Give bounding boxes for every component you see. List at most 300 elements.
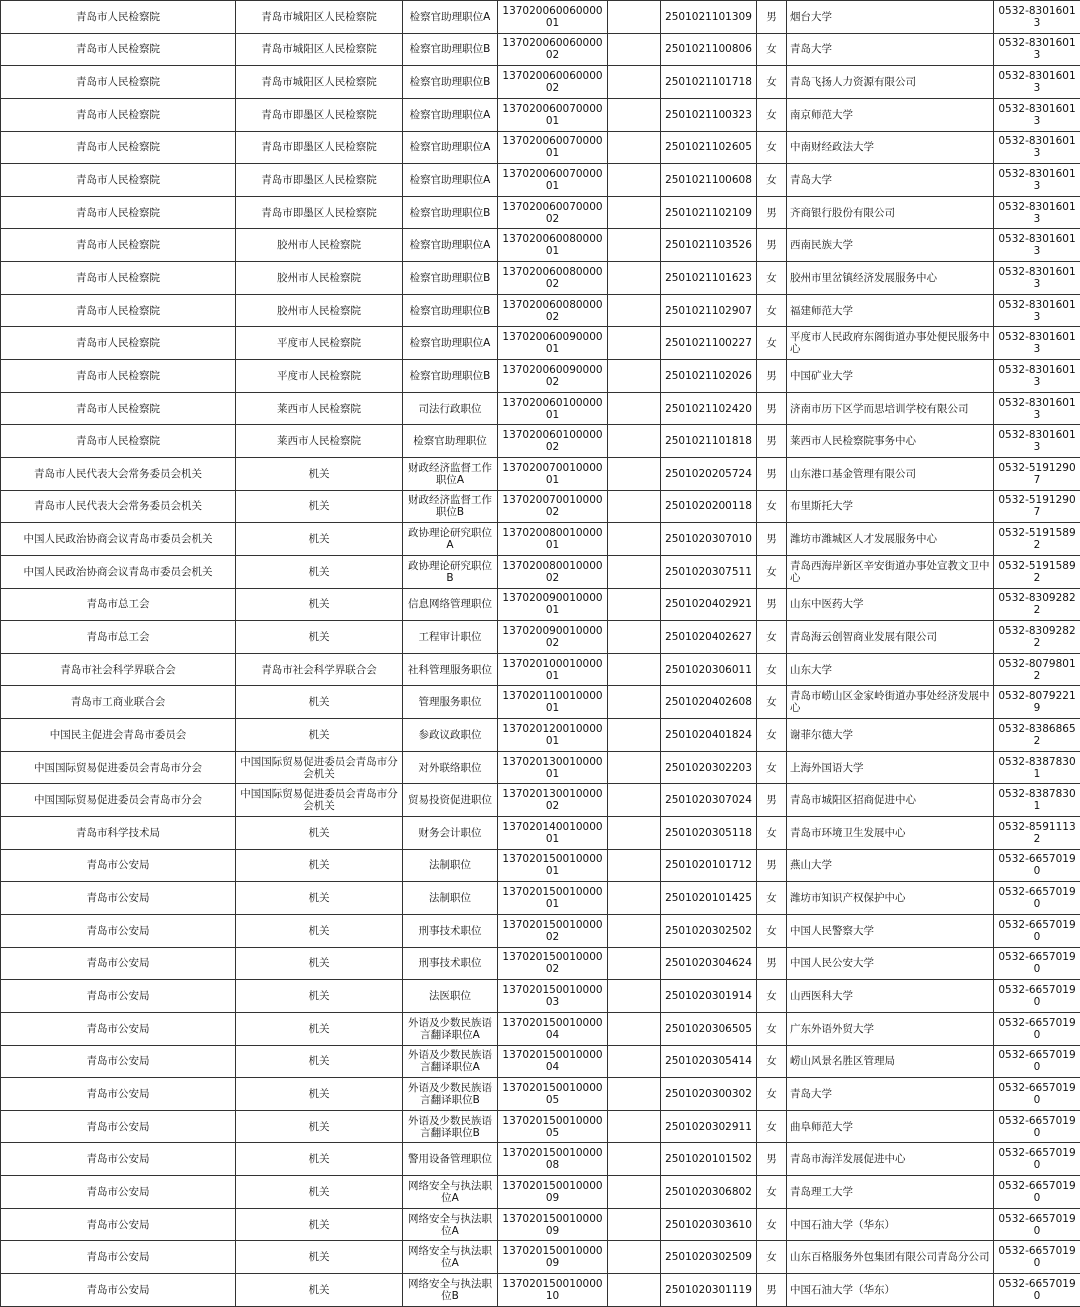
position-cell: 外语及少数民族语言翻译职位A <box>403 1045 498 1078</box>
department-cell: 中国国际贸易促进委员会青岛市分会机关 <box>236 751 403 784</box>
unit-cell: 青岛市人民检察院 <box>1 360 236 393</box>
department-cell: 机关 <box>236 1208 403 1241</box>
table-row <box>1 294 1080 327</box>
table-row <box>1 719 1080 752</box>
department-cell: 机关 <box>236 555 403 588</box>
unit-cell: 青岛市人民代表大会常务委员会机关 <box>1 457 236 490</box>
unit-cell: 青岛市人民检察院 <box>1 425 236 458</box>
exam-number-cell: 2501020401824 <box>661 719 757 752</box>
position-cell: 检察官助理职位B <box>403 360 498 393</box>
exam-number-cell: 2501021102026 <box>661 360 757 393</box>
position-cell: 法医职位 <box>403 980 498 1013</box>
position-cell: 检察官助理职位B <box>403 294 498 327</box>
work-unit-cell: 青岛大学 <box>787 33 994 66</box>
phone-cell: 0532-83016013 <box>994 425 1080 458</box>
position-cell: 工程审计职位 <box>403 621 498 654</box>
phone-cell: 0532-66570190 <box>994 1241 1080 1274</box>
position-cell: 网络安全与执法职位A <box>403 1241 498 1274</box>
work-unit-cell: 平度市人民政府东阁街道办事处便民服务中心 <box>787 327 994 360</box>
table-row <box>1 392 1080 425</box>
blank-cell <box>608 33 661 66</box>
unit-cell: 青岛市人民检察院 <box>1 131 236 164</box>
position-code-cell: 13702013001000002 <box>498 784 608 817</box>
unit-cell: 青岛市人民检察院 <box>1 294 236 327</box>
phone-cell: 0532-83016013 <box>994 360 1080 393</box>
department-cell: 平度市人民检察院 <box>236 360 403 393</box>
position-cell: 社科管理服务职位 <box>403 653 498 686</box>
phone-cell: 0532-83016013 <box>994 229 1080 262</box>
gender-cell: 女 <box>757 817 787 850</box>
work-unit-cell: 青岛西海岸新区辛安街道办事处宣教文卫中心 <box>787 555 994 588</box>
phone-cell: 0532-85911132 <box>994 817 1080 850</box>
phone-cell: 0532-83016013 <box>994 294 1080 327</box>
gender-cell: 男 <box>757 392 787 425</box>
work-unit-cell: 青岛市城阳区招商促进中心 <box>787 784 994 817</box>
table-row <box>1 914 1080 947</box>
blank-cell <box>608 490 661 523</box>
blank-cell <box>608 457 661 490</box>
work-unit-cell: 齐商银行股份有限公司 <box>787 196 994 229</box>
phone-cell: 0532-66570190 <box>994 1110 1080 1143</box>
exam-number-cell: 2501021102605 <box>661 131 757 164</box>
gender-cell: 男 <box>757 1273 787 1306</box>
unit-cell: 青岛市人民检察院 <box>1 33 236 66</box>
department-cell: 胶州市人民检察院 <box>236 229 403 262</box>
table-row <box>1 555 1080 588</box>
exam-number-cell: 2501020305414 <box>661 1045 757 1078</box>
table-row <box>1 327 1080 360</box>
position-cell: 检察官助理职位B <box>403 196 498 229</box>
gender-cell: 女 <box>757 490 787 523</box>
table-row <box>1 1241 1080 1274</box>
gender-cell: 女 <box>757 1045 787 1078</box>
exam-number-cell: 2501021101718 <box>661 66 757 99</box>
blank-cell <box>608 131 661 164</box>
blank-cell <box>608 425 661 458</box>
department-cell: 机关 <box>236 980 403 1013</box>
phone-cell: 0532-66570190 <box>994 1045 1080 1078</box>
department-cell: 青岛市城阳区人民检察院 <box>236 1 403 34</box>
exam-number-cell: 2501020306011 <box>661 653 757 686</box>
position-code-cell: 13702015001000008 <box>498 1143 608 1176</box>
gender-cell: 女 <box>757 164 787 197</box>
blank-cell <box>608 1143 661 1176</box>
table-row <box>1 131 1080 164</box>
position-code-cell: 13702006007000001 <box>498 131 608 164</box>
position-code-cell: 13702015001000009 <box>498 1208 608 1241</box>
phone-cell: 0532-66570190 <box>994 1208 1080 1241</box>
department-cell: 机关 <box>236 490 403 523</box>
position-cell: 对外联络职位 <box>403 751 498 784</box>
position-code-cell: 13702015001000005 <box>498 1110 608 1143</box>
exam-number-cell: 2501021102907 <box>661 294 757 327</box>
department-cell: 平度市人民检察院 <box>236 327 403 360</box>
phone-cell: 0532-51915892 <box>994 555 1080 588</box>
position-code-cell: 13702015001000001 <box>498 882 608 915</box>
position-cell: 财务会计职位 <box>403 817 498 850</box>
exam-number-cell: 2501020205724 <box>661 457 757 490</box>
phone-cell: 0532-66570190 <box>994 914 1080 947</box>
phone-cell: 0532-83016013 <box>994 1 1080 34</box>
table-row <box>1 262 1080 295</box>
table-row <box>1 947 1080 980</box>
exam-number-cell: 2501020307511 <box>661 555 757 588</box>
work-unit-cell: 福建师范大学 <box>787 294 994 327</box>
department-cell: 机关 <box>236 1176 403 1209</box>
gender-cell: 女 <box>757 294 787 327</box>
exam-number-cell: 2501021100608 <box>661 164 757 197</box>
blank-cell <box>608 980 661 1013</box>
position-cell: 司法行政职位 <box>403 392 498 425</box>
table-row <box>1 1208 1080 1241</box>
exam-number-cell: 2501020200118 <box>661 490 757 523</box>
department-cell: 青岛市即墨区人民检察院 <box>236 196 403 229</box>
exam-number-cell: 2501021102420 <box>661 392 757 425</box>
table-row <box>1 1176 1080 1209</box>
position-cell: 管理服务职位 <box>403 686 498 719</box>
gender-cell: 女 <box>757 327 787 360</box>
position-cell: 外语及少数民族语言翻译职位B <box>403 1110 498 1143</box>
exam-number-cell: 2501020301914 <box>661 980 757 1013</box>
blank-cell <box>608 1273 661 1306</box>
phone-cell: 0532-51912907 <box>994 457 1080 490</box>
exam-number-cell: 2501021102109 <box>661 196 757 229</box>
department-cell: 机关 <box>236 719 403 752</box>
gender-cell: 女 <box>757 980 787 1013</box>
unit-cell: 中国民主促进会青岛市委员会 <box>1 719 236 752</box>
table-row <box>1 1 1080 34</box>
unit-cell: 青岛市人民检察院 <box>1 327 236 360</box>
department-cell: 青岛市城阳区人民检察院 <box>236 33 403 66</box>
unit-cell: 青岛市人民检察院 <box>1 1 236 34</box>
phone-cell: 0532-51912907 <box>994 490 1080 523</box>
table-row <box>1 425 1080 458</box>
unit-cell: 青岛市公安局 <box>1 1241 236 1274</box>
exam-number-cell: 2501020302203 <box>661 751 757 784</box>
position-code-cell: 13702009001000001 <box>498 588 608 621</box>
unit-cell: 青岛市科学技术局 <box>1 817 236 850</box>
position-cell: 检察官助理职位A <box>403 327 498 360</box>
blank-cell <box>608 719 661 752</box>
work-unit-cell: 青岛海云创智商业发展有限公司 <box>787 621 994 654</box>
table-row <box>1 1110 1080 1143</box>
position-code-cell: 13702006009000001 <box>498 327 608 360</box>
work-unit-cell: 山东百格服务外包集团有限公司青岛分公司 <box>787 1241 994 1274</box>
unit-cell: 青岛市公安局 <box>1 914 236 947</box>
department-cell: 青岛市社会科学界联合会 <box>236 653 403 686</box>
position-code-cell: 13702010001000001 <box>498 653 608 686</box>
department-cell: 机关 <box>236 817 403 850</box>
exam-number-cell: 2501020305118 <box>661 817 757 850</box>
table-row <box>1 653 1080 686</box>
exam-number-cell: 2501021103526 <box>661 229 757 262</box>
blank-cell <box>608 196 661 229</box>
work-unit-cell: 中南财经政法大学 <box>787 131 994 164</box>
unit-cell: 青岛市公安局 <box>1 980 236 1013</box>
work-unit-cell: 莱西市人民检察院事务中心 <box>787 425 994 458</box>
exam-number-cell: 2501021101623 <box>661 262 757 295</box>
position-cell: 参政议政职位 <box>403 719 498 752</box>
blank-cell <box>608 523 661 556</box>
phone-cell: 0532-51915892 <box>994 523 1080 556</box>
blank-cell <box>608 294 661 327</box>
table-row <box>1 980 1080 1013</box>
exam-number-cell: 2501021100227 <box>661 327 757 360</box>
gender-cell: 女 <box>757 1241 787 1274</box>
unit-cell: 青岛市社会科学界联合会 <box>1 653 236 686</box>
gender-cell: 男 <box>757 360 787 393</box>
position-code-cell: 13702013001000001 <box>498 751 608 784</box>
position-code-cell: 13702007001000002 <box>498 490 608 523</box>
table-row <box>1 1045 1080 1078</box>
position-code-cell: 13702015001000004 <box>498 1045 608 1078</box>
phone-cell: 0532-83016013 <box>994 327 1080 360</box>
exam-number-cell: 2501020307024 <box>661 784 757 817</box>
position-cell: 警用设备管理职位 <box>403 1143 498 1176</box>
work-unit-cell: 中国石油大学（华东） <box>787 1273 994 1306</box>
department-cell: 青岛市即墨区人民检察院 <box>236 98 403 131</box>
exam-number-cell: 2501020101502 <box>661 1143 757 1176</box>
exam-number-cell: 2501021101818 <box>661 425 757 458</box>
phone-cell: 0532-83016013 <box>994 33 1080 66</box>
blank-cell <box>608 1012 661 1045</box>
position-cell: 贸易投资促进职位 <box>403 784 498 817</box>
department-cell: 青岛市即墨区人民检察院 <box>236 164 403 197</box>
position-cell: 政协理论研究职位B <box>403 555 498 588</box>
blank-cell <box>608 1045 661 1078</box>
phone-cell: 0532-80792219 <box>994 686 1080 719</box>
table-row <box>1 1012 1080 1045</box>
position-cell: 刑事技术职位 <box>403 914 498 947</box>
exam-number-cell: 2501020303610 <box>661 1208 757 1241</box>
position-cell: 财政经济监督工作职位A <box>403 457 498 490</box>
position-code-cell: 13702006006000002 <box>498 66 608 99</box>
department-cell: 机关 <box>236 621 403 654</box>
gender-cell: 男 <box>757 425 787 458</box>
work-unit-cell: 青岛市崂山区金家岭街道办事处经济发展中心 <box>787 686 994 719</box>
position-code-cell: 13702009001000002 <box>498 621 608 654</box>
unit-cell: 青岛市人民检察院 <box>1 392 236 425</box>
department-cell: 机关 <box>236 1241 403 1274</box>
position-code-cell: 13702006007000002 <box>498 196 608 229</box>
department-cell: 莱西市人民检察院 <box>236 425 403 458</box>
table-row <box>1 751 1080 784</box>
table-row <box>1 621 1080 654</box>
position-cell: 检察官助理职位B <box>403 33 498 66</box>
blank-cell <box>608 262 661 295</box>
work-unit-cell: 中国人民公安大学 <box>787 947 994 980</box>
department-cell: 机关 <box>236 914 403 947</box>
blank-cell <box>608 1208 661 1241</box>
table-row <box>1 686 1080 719</box>
position-cell: 检察官助理职位A <box>403 1 498 34</box>
position-cell: 检察官助理职位A <box>403 229 498 262</box>
unit-cell: 青岛市人民检察院 <box>1 98 236 131</box>
blank-cell <box>608 164 661 197</box>
position-cell: 检察官助理职位B <box>403 262 498 295</box>
position-cell: 政协理论研究职位A <box>403 523 498 556</box>
department-cell: 机关 <box>236 686 403 719</box>
table-body <box>1 1 1080 1307</box>
gender-cell: 女 <box>757 719 787 752</box>
work-unit-cell: 燕山大学 <box>787 849 994 882</box>
position-code-cell: 13702006007000001 <box>498 164 608 197</box>
position-cell: 网络安全与执法职位A <box>403 1208 498 1241</box>
unit-cell: 青岛市总工会 <box>1 621 236 654</box>
position-cell: 外语及少数民族语言翻译职位B <box>403 1078 498 1111</box>
gender-cell: 男 <box>757 523 787 556</box>
unit-cell: 中国国际贸易促进委员会青岛市分会 <box>1 751 236 784</box>
table-row <box>1 588 1080 621</box>
position-code-cell: 13702014001000001 <box>498 817 608 850</box>
blank-cell <box>608 98 661 131</box>
blank-cell <box>608 817 661 850</box>
table-row <box>1 882 1080 915</box>
table-row <box>1 360 1080 393</box>
table-row <box>1 1143 1080 1176</box>
position-code-cell: 13702006010000002 <box>498 425 608 458</box>
position-cell: 检察官助理职位 <box>403 425 498 458</box>
phone-cell: 0532-66570190 <box>994 882 1080 915</box>
unit-cell: 青岛市总工会 <box>1 588 236 621</box>
exam-number-cell: 2501020402627 <box>661 621 757 654</box>
work-unit-cell: 广东外语外贸大学 <box>787 1012 994 1045</box>
gender-cell: 女 <box>757 653 787 686</box>
position-code-cell: 13702008001000001 <box>498 523 608 556</box>
unit-cell: 青岛市公安局 <box>1 1012 236 1045</box>
department-cell: 中国国际贸易促进委员会青岛市分会机关 <box>236 784 403 817</box>
gender-cell: 女 <box>757 131 787 164</box>
gender-cell: 男 <box>757 1 787 34</box>
exam-number-cell: 2501020101712 <box>661 849 757 882</box>
blank-cell <box>608 588 661 621</box>
position-cell: 外语及少数民族语言翻译职位A <box>403 1012 498 1045</box>
unit-cell: 青岛市公安局 <box>1 849 236 882</box>
work-unit-cell: 山东中医药大学 <box>787 588 994 621</box>
work-unit-cell: 西南民族大学 <box>787 229 994 262</box>
unit-cell: 青岛市公安局 <box>1 1273 236 1306</box>
table-row <box>1 164 1080 197</box>
department-cell: 胶州市人民检察院 <box>236 294 403 327</box>
blank-cell <box>608 392 661 425</box>
position-code-cell: 13702015001000009 <box>498 1176 608 1209</box>
phone-cell: 0532-83016013 <box>994 98 1080 131</box>
table-row <box>1 1078 1080 1111</box>
blank-cell <box>608 621 661 654</box>
work-unit-cell: 青岛飞扬人力资源有限公司 <box>787 66 994 99</box>
position-cell: 检察官助理职位A <box>403 98 498 131</box>
department-cell: 青岛市城阳区人民检察院 <box>236 66 403 99</box>
department-cell: 青岛市即墨区人民检察院 <box>236 131 403 164</box>
unit-cell: 青岛市公安局 <box>1 1078 236 1111</box>
work-unit-cell: 中国人民警察大学 <box>787 914 994 947</box>
work-unit-cell: 青岛理工大学 <box>787 1176 994 1209</box>
position-cell: 刑事技术职位 <box>403 947 498 980</box>
unit-cell: 青岛市公安局 <box>1 882 236 915</box>
unit-cell: 青岛市公安局 <box>1 1176 236 1209</box>
table-row <box>1 98 1080 131</box>
position-code-cell: 13702015001000001 <box>498 849 608 882</box>
position-code-cell: 13702006007000001 <box>498 98 608 131</box>
position-code-cell: 13702008001000002 <box>498 555 608 588</box>
gender-cell: 女 <box>757 1110 787 1143</box>
work-unit-cell: 青岛大学 <box>787 164 994 197</box>
table-row <box>1 229 1080 262</box>
gender-cell: 女 <box>757 262 787 295</box>
exam-number-cell: 2501020101425 <box>661 882 757 915</box>
unit-cell: 青岛市工商业联合会 <box>1 686 236 719</box>
exam-number-cell: 2501020307010 <box>661 523 757 556</box>
unit-cell: 青岛市人民检察院 <box>1 262 236 295</box>
exam-number-cell: 2501020304624 <box>661 947 757 980</box>
work-unit-cell: 青岛市海洋发展促进中心 <box>787 1143 994 1176</box>
unit-cell: 中国国际贸易促进委员会青岛市分会 <box>1 784 236 817</box>
work-unit-cell: 青岛市环境卫生发展中心 <box>787 817 994 850</box>
work-unit-cell: 山东港口基金管理有限公司 <box>787 457 994 490</box>
gender-cell: 女 <box>757 1012 787 1045</box>
unit-cell: 中国人民政治协商会议青岛市委员会机关 <box>1 555 236 588</box>
department-cell: 机关 <box>236 588 403 621</box>
phone-cell: 0532-83092822 <box>994 621 1080 654</box>
work-unit-cell: 山东大学 <box>787 653 994 686</box>
position-code-cell: 13702015001000002 <box>498 914 608 947</box>
position-code-cell: 13702015001000010 <box>498 1273 608 1306</box>
position-cell: 网络安全与执法职位A <box>403 1176 498 1209</box>
gender-cell: 男 <box>757 784 787 817</box>
position-code-cell: 13702006009000002 <box>498 360 608 393</box>
table-row <box>1 33 1080 66</box>
blank-cell <box>608 1241 661 1274</box>
blank-cell <box>608 360 661 393</box>
position-cell: 信息网络管理职位 <box>403 588 498 621</box>
position-code-cell: 13702006010000001 <box>498 392 608 425</box>
blank-cell <box>608 849 661 882</box>
unit-cell: 青岛市人民代表大会常务委员会机关 <box>1 490 236 523</box>
exam-number-cell: 2501020306802 <box>661 1176 757 1209</box>
blank-cell <box>608 686 661 719</box>
phone-cell: 0532-83868652 <box>994 719 1080 752</box>
phone-cell: 0532-83878301 <box>994 784 1080 817</box>
unit-cell: 青岛市公安局 <box>1 1110 236 1143</box>
exam-number-cell: 2501021101309 <box>661 1 757 34</box>
blank-cell <box>608 751 661 784</box>
blank-cell <box>608 229 661 262</box>
position-cell: 检察官助理职位B <box>403 66 498 99</box>
unit-cell: 中国人民政治协商会议青岛市委员会机关 <box>1 523 236 556</box>
department-cell: 机关 <box>236 947 403 980</box>
gender-cell: 女 <box>757 33 787 66</box>
phone-cell: 0532-83016013 <box>994 196 1080 229</box>
exam-number-cell: 2501020300302 <box>661 1078 757 1111</box>
gender-cell: 女 <box>757 621 787 654</box>
position-code-cell: 13702015001000009 <box>498 1241 608 1274</box>
gender-cell: 女 <box>757 1176 787 1209</box>
position-code-cell: 13702015001000003 <box>498 980 608 1013</box>
exam-number-cell: 2501021100323 <box>661 98 757 131</box>
department-cell: 机关 <box>236 457 403 490</box>
phone-cell: 0532-66570190 <box>994 1143 1080 1176</box>
gender-cell: 女 <box>757 686 787 719</box>
position-cell: 检察官助理职位A <box>403 131 498 164</box>
work-unit-cell: 曲阜师范大学 <box>787 1110 994 1143</box>
unit-cell: 青岛市公安局 <box>1 947 236 980</box>
phone-cell: 0532-83092822 <box>994 588 1080 621</box>
phone-cell: 0532-66570190 <box>994 1273 1080 1306</box>
department-cell: 机关 <box>236 1273 403 1306</box>
department-cell: 机关 <box>236 1110 403 1143</box>
work-unit-cell: 潍坊市潍城区人才发展服务中心 <box>787 523 994 556</box>
unit-cell: 青岛市人民检察院 <box>1 164 236 197</box>
